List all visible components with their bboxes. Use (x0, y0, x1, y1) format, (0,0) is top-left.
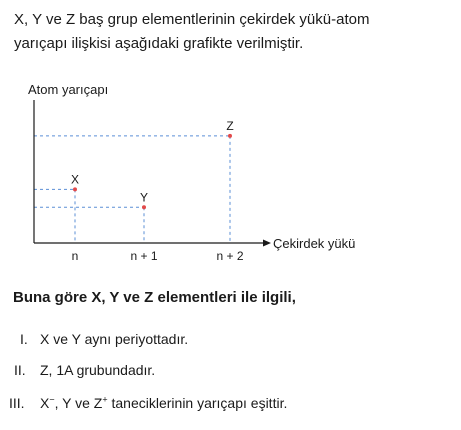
data-point (228, 134, 232, 138)
x-tick-label: n (71, 249, 79, 263)
statement-2 (14, 362, 155, 378)
intro-line-1: X, Y ve Z baş grup elementlerinin çekirdek yükü-atom (14, 11, 370, 28)
y-axis-label: Atom yarıçapı (28, 82, 109, 97)
x-axis-label: Çekirdek yükü (273, 236, 356, 251)
x-tick-labels (72, 249, 244, 263)
statement-1-text: X ve Y aynı periyottadır. (40, 331, 189, 347)
point-label: X (70, 172, 80, 187)
intro-line-2: yarıçapı ilişkisi aşağıdaki grafikte verilmiştir. (14, 35, 304, 52)
statement-3-mid: , Y ve Z (54, 395, 103, 411)
statement-3-x: X (40, 395, 50, 411)
guide-lines (34, 136, 230, 243)
x-tick-label: n + 1 (130, 249, 158, 263)
data-points (71, 119, 234, 209)
statement-3 (9, 395, 287, 411)
statement-2-number: II. (14, 362, 26, 378)
statement-3-z-charge: + (102, 394, 108, 405)
x-tick-label: n + 2 (216, 249, 244, 263)
statement-1 (20, 331, 188, 347)
statement-3-tail: taneciklerinin yarıçapı eşittir. (107, 395, 288, 411)
data-point (73, 187, 77, 191)
point-label: Z (226, 118, 234, 133)
statement-1-number: I. (20, 331, 28, 347)
point-label: Y (139, 190, 149, 205)
question-text: Buna göre X, Y ve Z elementleri ile ilgili, (13, 289, 296, 306)
data-point (142, 205, 146, 209)
statement-3-number: III. (9, 395, 25, 411)
statement-2-text: Z, 1A grubundadır. (40, 362, 156, 378)
x-axis-arrow (263, 240, 271, 247)
statement-3-x-charge: − (49, 394, 55, 405)
